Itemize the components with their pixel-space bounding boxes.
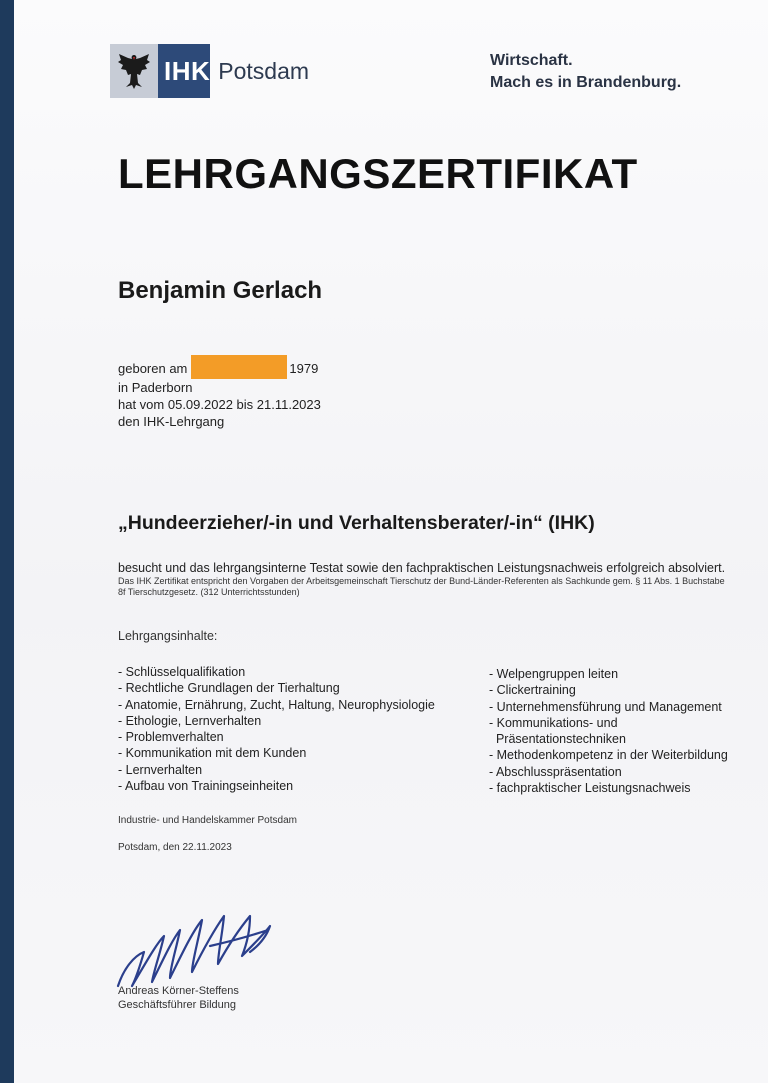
legal-note: Das IHK Zertifikat entspricht den Vorgaben der Arbeitsgemeinschaft Tierschutz der Bund-Länder-Referenten als Sachkunde gem. § 11 Abs. 1 Buchstabe 8f Tierschutzgesetz. (312 Unterrichtsstunden) bbox=[118, 576, 725, 597]
brandenburg-eagle-icon bbox=[110, 44, 158, 98]
course-name: „Hundeerzieher/-in und Verhaltensberater/-in“ (IHK) bbox=[118, 512, 595, 534]
contents-heading: Lehrgangsinhalte: bbox=[118, 629, 218, 643]
list-item: Präsentationstechniken bbox=[489, 732, 626, 747]
signer-title: Geschäftsführer Bildung bbox=[118, 999, 237, 1011]
list-item: - Abschlusspräsentation bbox=[489, 764, 622, 779]
list-item: - Lernverhalten bbox=[118, 762, 203, 777]
list-item: - Methodenkompetenz in der Weiterbildung bbox=[489, 748, 728, 763]
logo-city-text: Potsdam bbox=[218, 57, 310, 84]
list-item: - Anatomie, Ernährung, Zucht, Haltung, Neurophysiologie bbox=[118, 697, 435, 712]
list-item: - Kommunikation mit dem Kunden bbox=[118, 746, 307, 761]
ihk-potsdam-logo bbox=[110, 44, 310, 98]
slogan bbox=[490, 50, 681, 94]
signature-image bbox=[110, 906, 280, 990]
certificate-title: LEHRGANGSZERTIFIKAT bbox=[118, 150, 638, 197]
born-year: 1979 bbox=[289, 361, 319, 376]
redaction-box bbox=[191, 355, 287, 379]
list-item: - fachpraktischer Leistungsnachweis bbox=[489, 781, 691, 796]
slogan-line-2: Mach es in Brandenburg. bbox=[490, 74, 682, 91]
signer-block bbox=[118, 984, 239, 1012]
list-item: - Unternehmensführung und Management bbox=[489, 699, 722, 714]
list-item: - Schlüsselqualifikation bbox=[118, 665, 246, 679]
list-item: - Ethologie, Lernverhalten bbox=[118, 713, 262, 728]
list-item: - Aufbau von Trainingseinheiten bbox=[118, 779, 294, 794]
birthplace: in Paderborn bbox=[118, 380, 193, 395]
course-intro: den IHK-Lehrgang bbox=[118, 414, 225, 429]
ihk-logo-mark bbox=[110, 44, 210, 98]
list-item: - Kommunikations- und bbox=[489, 715, 618, 730]
born-label: geboren am bbox=[118, 361, 188, 376]
signer-name: Andreas Körner-Steffens bbox=[118, 985, 239, 997]
list-item: - Clickertraining bbox=[489, 683, 576, 698]
list-item: - Rechtliche Grundlagen der Tierhaltung bbox=[118, 681, 340, 696]
recipient-name: Benjamin Gerlach bbox=[118, 277, 323, 304]
course-period: hat vom 05.09.2022 bis 21.11.2023 bbox=[118, 397, 321, 412]
slogan-line-1: Wirtschaft. bbox=[490, 52, 573, 69]
contents-list-left bbox=[118, 664, 435, 794]
recipient-details bbox=[118, 355, 321, 430]
left-edge-band bbox=[0, 0, 14, 1083]
list-item: - Welpengruppen leiten bbox=[489, 667, 619, 681]
contents-list-right bbox=[489, 666, 728, 796]
list-item: - Problemverhalten bbox=[118, 730, 224, 745]
birth-line bbox=[118, 355, 321, 379]
logo-ihk-text: IHK bbox=[164, 55, 211, 86]
passed-statement: besucht und das lehrgangsinterne Testat sowie den fachpraktischen Leistungsnachweis erfolgreich absolviert. bbox=[118, 561, 726, 575]
issuer: Industrie- und Handelskammer Potsdam bbox=[118, 815, 297, 826]
place-date: Potsdam, den 22.11.2023 bbox=[118, 842, 232, 853]
